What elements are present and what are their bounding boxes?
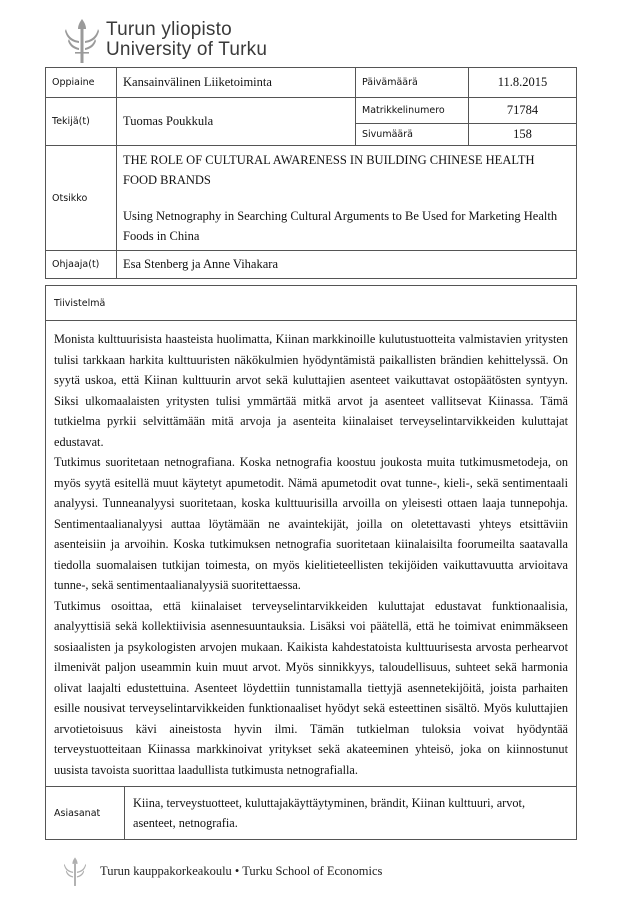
tekija-label: Tekijä(t) <box>46 98 117 146</box>
paivamaara-value: 11.8.2015 <box>469 68 577 98</box>
paivamaara-label: Päivämäärä <box>356 68 469 98</box>
matrikkeli-value: 71784 <box>469 98 577 124</box>
logo-line-1: Turun yliopisto <box>106 19 232 41</box>
oppiaine-label: Oppiaine <box>46 68 117 98</box>
logo-line-2: University of Turku <box>106 39 268 60</box>
abstract-body <box>46 321 576 786</box>
keywords-value: Kiina, terveystuotteet, kuluttajakäyttäytyminen, brändit, Kiinan kulttuuri, arvot, asenteet, netnografia. <box>133 796 526 830</box>
ohjaaja-label: Ohjaaja(t) <box>46 251 117 279</box>
ohjaaja-value: Esa Stenberg ja Anne Vihakara <box>117 251 577 279</box>
university-torch-icon <box>62 854 88 888</box>
thesis-subtitle: Using Netnography in Searching Cultural Arguments to Be Used for Marketing Health Foods in China <box>123 209 558 243</box>
abstract-paragraph: Tutkimus osoittaa, että kiinalaiset terveyselintarvikkeiden kuluttajat edustavat funktionaalisia, analyyttisiä sekä kollektiivisia asennesuuntauksia. Lisäksi voi päätellä, että he toimivat enimmäkseen sosiaalisten ja psykologisten arvojen mukaan. Kaikista kahdestatoista kulttuurisesta arvosta perhearvot ilmenivät paljon useammin kuin muut arvot. Myös sinnikkyys, taloudellisuus, suhteet sekä harmonia olivat laajalti edustettuina. Asenteet löydettiin tunnistamalla tiettyjä asennetekijöitä, joista parhaiten esille nousivat terveyselintarvikkeiden funktionaaliset hyödyt sekä esteettinen sisältö. Myös kuluttajien arvotietoisuus kävi aineistosta hyvin ilmi. Tämän tutkielman tuloksia voivat hyödyntää terveystuotteitaan Kiinassa markkinoivat yritykset sekä akateeminen yhteisö, joka on kiinnostunut uusista tavoista suorittaa laadullista tutkimusta netnografialla. <box>54 598 568 777</box>
matrikkeli-label: Matrikkelinumero <box>356 98 469 124</box>
university-torch-icon <box>62 15 102 65</box>
thesis-title: THE ROLE OF CULTURAL AWARENESS IN BUILDING CHINESE HEALTH FOOD BRANDS <box>123 153 535 187</box>
abstract-box <box>45 285 577 840</box>
tekija-value: Tuomas Poukkula <box>117 98 356 146</box>
university-logo <box>62 14 267 66</box>
keywords-row <box>46 786 576 839</box>
abstract-paragraph: Tutkimus suoritetaan netnografiana. Koska netnografia koostuu joukosta muita tutkimusmetodeja, on myös syytä esitellä muut käytetyt apumetodit. Nämä apumetodit ovat tunne-, kieli-, sekä sentimentaali analyysi. Tunneanalyysi suoritetaan, koska kulttuurisilla arvoilla on yleisesti ottaen laaja tunnepohja. Sentimentaalianalyysi auttaa löytämään ne avaintekijät, joilla on oletettavasti yhteys etsittäviin asenteisiin ja arvoihin. Koska tutkimuksen netnografia suoritetaan kiinalaisilta foorumeilta saatavalla tiedolla suomalaisen tutkijan toimesta, on myös kielitieteellisten tekijöiden vaikuttavuutta arvioitava tunne-, sekä sentimentaalianalyysiä suoritettaessa. <box>54 455 568 592</box>
sivumaara-label: Sivumäärä <box>356 124 469 146</box>
abstract-paragraph: Monista kulttuurisista haasteista huolimatta, Kiinan markkinoille kulutustuotteita valmistavien yritysten tulisi tarkkaan harkita kulttuuristen näkökulmien hyödyntämistä paikallisten brändien kehittelyssä. On syytä uskoa, että Kiinan kulttuurin arvot sekä kuluttajien asenteet vaikuttavat ostopäätösten syntyyn. Siksi ulkomaalaisten yritysten tulisi ymmärtää mitkä arvot ja asenteet vallitsevat Kiinassa. Tämä tutkielma pyrkii selvittämään mitä arvoja ja asenteita kiinalaiset terveyselintarvikkeiden kuluttajat edustavat. <box>54 332 568 449</box>
footer-text: Turun kauppakorkeakoulu • Turku School of Economics <box>100 863 383 878</box>
otsikko-label: Otsikko <box>46 146 117 251</box>
sivumaara-value: 158 <box>469 124 577 146</box>
thesis-info-table <box>45 67 577 279</box>
page-footer <box>62 854 382 888</box>
oppiaine-value: Kansainvälinen Liiketoiminta <box>117 68 356 98</box>
keywords-label: Asiasanat <box>46 787 125 839</box>
abstract-heading: Tiivistelmä <box>46 286 576 321</box>
